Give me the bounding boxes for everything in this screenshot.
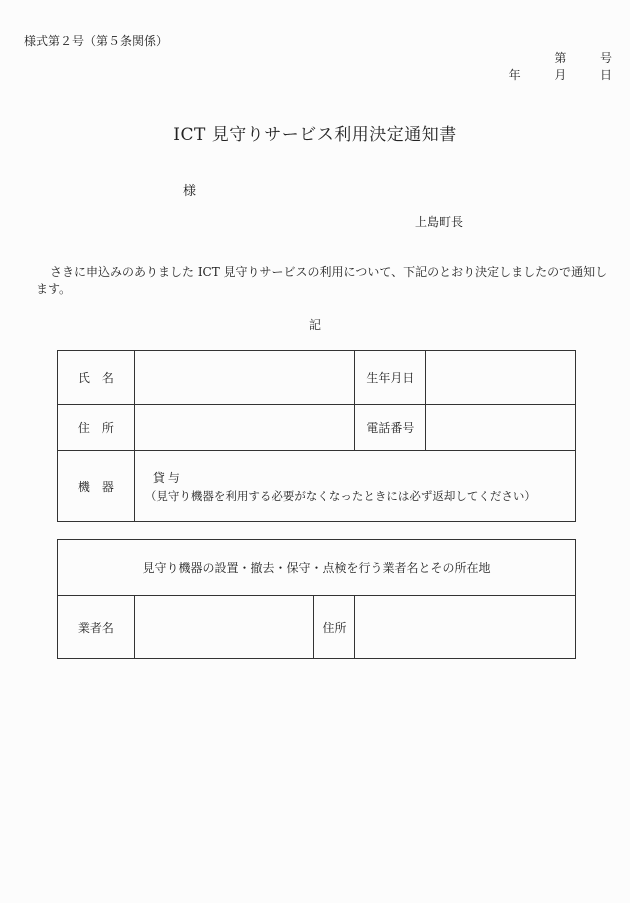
number-prefix: 第 <box>554 51 567 65</box>
vendor-heading: 見守り機器の設置・撤去・保守・点検を行う業者名とその所在地 <box>58 540 576 596</box>
table-row <box>58 596 576 659</box>
issuer-name: 上島町長 <box>415 215 464 229</box>
vendor-name-label: 業者名 <box>58 596 135 659</box>
table-row <box>58 451 576 522</box>
vendor-address-value[interactable] <box>355 596 576 659</box>
date-day: 日 <box>599 68 612 82</box>
device-label: 機 器 <box>58 451 135 522</box>
device-loan-cell <box>134 451 575 522</box>
birth-date-label: 生年月日 <box>355 351 426 405</box>
number-suffix: 号 <box>599 51 612 65</box>
date-year: 年 <box>508 68 521 82</box>
vendor-address-label: 住所 <box>314 596 355 659</box>
table-row <box>58 351 576 405</box>
addressee-suffix: 様 <box>183 184 197 199</box>
phone-value[interactable] <box>426 405 576 451</box>
loan-note: （見守り機器を利用する必要がなくなったときには必ず返却してください） <box>144 488 536 503</box>
applicant-table <box>57 350 576 522</box>
birth-date-value[interactable] <box>426 351 576 405</box>
form-number: 様式第２号（第５条関係） <box>24 34 169 48</box>
document-title: ICT 見守りサービス利用決定通知書 <box>173 125 457 145</box>
address-value[interactable] <box>134 405 355 451</box>
phone-label: 電話番号 <box>355 405 426 451</box>
date-month: 月 <box>554 68 567 82</box>
document-number-line <box>554 49 612 66</box>
table-row <box>58 540 576 596</box>
ki-marker: 記 <box>308 318 321 332</box>
vendor-table <box>57 539 576 659</box>
address-label: 住 所 <box>58 405 135 451</box>
table-row <box>58 405 576 451</box>
loan-label: 貸与 <box>152 470 183 485</box>
name-value[interactable] <box>134 351 355 405</box>
notice-body: さきに申込みのありました ICT 見守りサービスの利用について、下記のとおり決定しましたので通知します。 <box>36 265 608 296</box>
name-label: 氏 名 <box>58 351 135 405</box>
date-line <box>509 66 612 83</box>
vendor-name-value[interactable] <box>134 596 314 659</box>
